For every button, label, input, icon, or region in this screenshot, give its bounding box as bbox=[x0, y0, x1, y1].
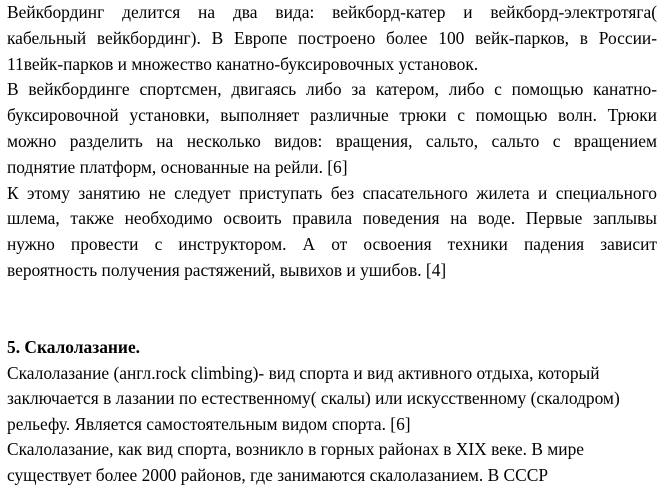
paragraph-wakeboard-types bbox=[7, 0, 657, 77]
paragraph-wakeboard-tricks bbox=[7, 77, 657, 180]
section-spacer bbox=[7, 284, 657, 335]
text-line: поднятие платформ, основанные на рейли. [6] bbox=[7, 156, 348, 177]
paragraph-climbing bbox=[7, 361, 657, 489]
text-line: шлема, также необходимо освоить правила поведения на воде. Первые заплывы bbox=[7, 208, 657, 229]
text-line: нужно провести с инструктором. А от освоения техники падения зависит bbox=[7, 234, 657, 255]
text-line: Скалолазание, как вид спорта, возникло в горных районах в XIX веке. В мире bbox=[7, 439, 584, 460]
text-line: 11вейк-парков и множество канатно-буксировочных установок. bbox=[7, 53, 479, 74]
document-page bbox=[7, 0, 657, 489]
text-line: Скалолазание (англ.rock climbing)- вид спорта и вид активного отдыха, который bbox=[7, 362, 600, 383]
text-line: можно разделить на несколько видов: вращения, сальто, сальто с вращением bbox=[7, 130, 657, 151]
paragraph-wakeboard-safety bbox=[7, 181, 657, 284]
text-line: буксировочной установки, выполняет различные трюки с помощью волн. Трюки bbox=[7, 105, 657, 126]
text-line: заключается в лазании по естественному( скалы) или искусственному (скалодром) bbox=[7, 388, 620, 409]
text-line: В вейкбординге спортсмен, двигаясь либо за катером, либо с помощью канатно- bbox=[7, 79, 657, 100]
section-heading: 5. Скалолазание. bbox=[7, 336, 141, 357]
text-line: кабельный вейкбординг). В Европе построено более 100 вейк-парков, в России- bbox=[7, 27, 657, 48]
text-line: Вейкбординг делится на два вида: вейкборд-катер и вейкборд-электротяга( bbox=[7, 2, 657, 22]
text-line: существует более 2000 районов, где занимаются скалолазанием. В СССР bbox=[7, 464, 549, 485]
text-line: рельефу. Является самостоятельным видом спорта. [6] bbox=[7, 413, 411, 434]
text-line: вероятность получения растяжений, вывихов и ушибов. [4] bbox=[7, 259, 447, 280]
text-line: К этому занятию не следует приступать без спасательного жилета и специального bbox=[7, 182, 657, 203]
